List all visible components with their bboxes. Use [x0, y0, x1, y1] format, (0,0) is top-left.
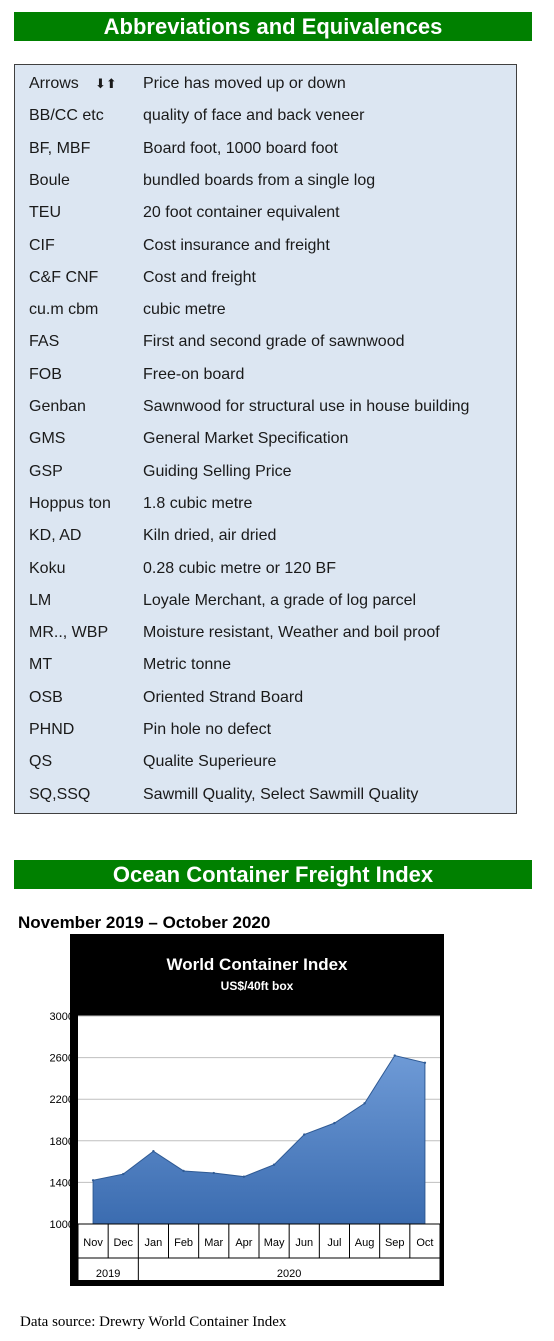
y-tick-label: 1400 [49, 1177, 74, 1190]
abbreviation-meaning: Qualite Superieure [143, 753, 277, 771]
abbreviation-row [15, 753, 516, 785]
abbreviation-meaning: Pin hole no defect [143, 721, 272, 738]
abbreviation-meaning: Metric tonne [143, 656, 232, 674]
abbreviation-term: BF, MBF [29, 139, 91, 157]
abbreviation-row [15, 398, 516, 430]
abbreviation-meaning: bundled boards from a single log [143, 171, 376, 189]
data-point [333, 1122, 335, 1124]
abbreviation-meaning: Cost insurance and freight [143, 236, 330, 254]
abbreviation-term: Koku [29, 559, 66, 577]
abbreviation-term: QS [29, 753, 53, 771]
abbreviation-meaning: Moisture resistant, Weather and boil proof [143, 624, 440, 642]
x-tick-label: May [263, 1237, 285, 1249]
abbreviation-row [15, 560, 516, 592]
abbreviation-meaning: 20 foot container equivalent [143, 204, 340, 222]
world-container-index-chart [49, 934, 444, 1286]
abbreviation-meaning: 0.28 cubic metre or 120 BF [143, 559, 336, 577]
abbreviation-term: FOB [29, 365, 62, 383]
abbreviation-row [15, 301, 516, 333]
abbreviation-row [15, 172, 516, 204]
y-tick-label: 2200 [49, 1094, 74, 1107]
abbreviation-term: cu.m cbm [29, 301, 99, 319]
data-point [394, 1054, 396, 1056]
abbreviation-term: Hoppus ton [29, 494, 111, 512]
data-point [122, 1173, 124, 1175]
abbreviation-row [15, 366, 516, 398]
abbreviation-term: C&F CNF [29, 268, 99, 286]
abbreviation-term: MR.., WBP [29, 624, 109, 642]
abbreviation-row [15, 721, 516, 753]
abbreviations-table [14, 64, 517, 814]
abbreviation-row [15, 333, 516, 365]
data-point [213, 1172, 215, 1174]
abbreviation-row [15, 592, 516, 624]
x-tick-label: Aug [354, 1237, 375, 1249]
abbreviations-title: Abbreviations and Equivalences [14, 12, 532, 41]
abbreviation-row [15, 495, 516, 527]
y-tick-label: 1800 [49, 1135, 74, 1148]
abbreviation-row [15, 75, 516, 107]
abbreviation-row [15, 430, 516, 462]
abbreviation-meaning: Kiln dried, air dried [143, 527, 277, 545]
abbreviation-meaning: Free-on board [143, 365, 245, 383]
x-tick-label: Mar [204, 1237, 224, 1249]
abbreviation-term: BB/CC etc [29, 107, 104, 125]
abbreviation-row [15, 656, 516, 688]
abbreviation-term: MT [29, 656, 53, 674]
abbreviation-term: SQ,SSQ [29, 785, 91, 803]
abbreviation-row [15, 689, 516, 721]
abbreviation-term: Boule [29, 171, 70, 189]
abbreviation-meaning: First and second grade of sawnwood [143, 333, 405, 351]
abbreviation-row [15, 527, 516, 559]
data-point [182, 1170, 184, 1172]
year-label: 2020 [276, 1268, 302, 1280]
abbreviation-row [15, 463, 516, 495]
x-tick-label: Feb [174, 1237, 194, 1249]
data-point [243, 1175, 245, 1177]
abbreviation-meaning: Oriented Strand Board [143, 688, 304, 706]
x-tick-label: Jun [295, 1237, 314, 1249]
abbreviation-row [15, 269, 516, 301]
x-tick-label: Sep [384, 1237, 405, 1249]
abbreviation-row [15, 107, 516, 139]
data-point [152, 1150, 154, 1152]
x-tick-label: Jul [327, 1237, 342, 1249]
abbreviation-meaning: Loyale Merchant, a grade of log parcel [143, 591, 417, 609]
abbreviation-term: CIF [29, 236, 55, 254]
abbreviation-term: OSB [29, 688, 63, 706]
abbreviation-term: TEU [29, 204, 61, 222]
abbreviation-meaning: Cost and freight [143, 268, 256, 286]
abbreviation-term: GMS [29, 430, 66, 448]
freight-index-title: Ocean Container Freight Index [14, 860, 532, 889]
chart-units-label: US$/40ft box [220, 979, 294, 993]
abbreviation-term: PHND [29, 721, 75, 738]
abbreviation-meaning: General Market Specification [143, 430, 349, 448]
abbreviation-row [15, 204, 516, 236]
abbreviation-term: LM [29, 591, 52, 609]
x-tick-label: Dec [113, 1237, 134, 1249]
y-tick-label: 3000 [49, 1011, 74, 1023]
data-point [303, 1133, 305, 1135]
x-tick-label: Nov [83, 1237, 103, 1249]
abbreviation-term: FAS [29, 333, 60, 351]
abbreviation-meaning: Sawnwood for structural use in house building [143, 398, 470, 415]
year-label: 2019 [95, 1268, 121, 1280]
abbreviation-row [15, 237, 516, 269]
y-tick-label: 1000 [49, 1219, 74, 1231]
abbreviation-term: Genban [29, 398, 86, 415]
abbreviation-row [15, 140, 516, 172]
x-tick-label: Apr [235, 1237, 253, 1249]
y-tick-label: 2600 [49, 1052, 74, 1065]
abbreviation-meaning: Price has moved up or down [143, 75, 346, 92]
abbreviation-meaning: 1.8 cubic metre [143, 494, 253, 512]
data-point [363, 1102, 365, 1104]
abbreviation-meaning: Sawmill Quality, Select Sawmill Quality [143, 785, 419, 803]
chart-title: World Container Index [166, 955, 348, 974]
data-point [92, 1179, 94, 1181]
x-tick-label: Oct [416, 1237, 434, 1249]
data-source-note: Data source: Drewry World Container Index [20, 1314, 287, 1330]
abbreviation-term: Arrows [29, 75, 79, 92]
x-tick-label: Jan [144, 1237, 163, 1249]
abbreviation-meaning: quality of face and back veneer [143, 107, 365, 125]
data-point [273, 1164, 275, 1166]
abbreviation-meaning: Board foot, 1000 board foot [143, 139, 338, 157]
chart-period-subtitle: November 2019 – October 2020 [18, 913, 271, 932]
abbreviation-term: GSP [29, 462, 63, 480]
abbreviation-row [15, 786, 516, 818]
abbreviation-meaning: Guiding Selling Price [143, 462, 292, 480]
up-down-arrows-icon: ⬇⬆ [95, 76, 117, 91]
abbreviation-row [15, 624, 516, 656]
abbreviation-meaning: cubic metre [143, 301, 226, 319]
abbreviation-term: KD, AD [29, 527, 82, 545]
data-point [424, 1062, 426, 1064]
